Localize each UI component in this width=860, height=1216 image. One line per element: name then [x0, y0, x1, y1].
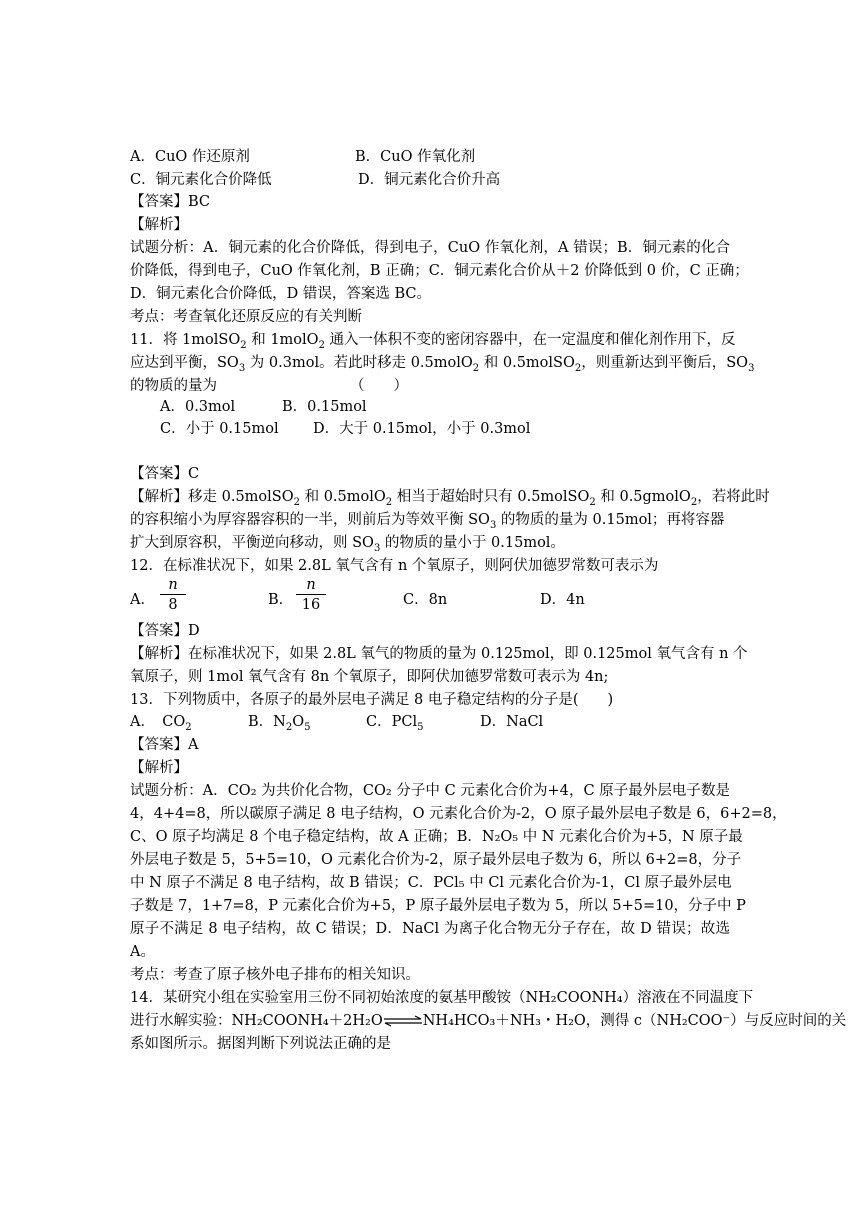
q12-analysis-line: 【解析】在标准状况下，如果 2.8L 氧气的物质的量为 0.125mol，即 0.125mol 氧气含有 n 个: [130, 646, 748, 662]
q13-stem: 13．下列物质中，各原子的最外层电子满足 8 电子稳定结构的分子是( ): [130, 692, 614, 708]
fraction-denominator: 8: [168, 597, 178, 613]
q12-option-a-label: A．: [130, 592, 155, 608]
q13-option-b: B．$N_2O_5$: [248, 714, 311, 733]
q10-analysis-line: D．铜元素化合价降低，D 错误，答案选 BC。: [130, 286, 431, 302]
q12-answer: 【答案】D: [130, 623, 200, 639]
q11-analysis-line1: 【解析】移走 0.5molSO$_2$ 和 0.5molO$_2$ 相当于超始时只有 0.5molSO$_2$ 和 0.5gmolO$_2$，若将此时: [130, 489, 770, 508]
q13-analysis-line: C、O 原子均满足 8 个电子稳定结构，故 A 正确；B．N₂O₅ 中 N 元素化合价为+5，N 原子最: [130, 829, 743, 845]
q12-option-b-label: B．: [268, 592, 294, 608]
q13-analysis-line: A。: [130, 944, 155, 960]
q10-analysis-head: 【解析】: [130, 217, 188, 233]
q10-option-d: D．铜元素化合价升高: [358, 172, 501, 188]
q12-analysis-line: 氧原子，则 1mol 氧气含有 8n 个氧原子，即阿伏加德罗常数可表示为 4n;: [130, 669, 609, 685]
q13-analysis-line: 原子不满足 8 电子结构，故 C 错误；D．NaCl 为离子化合物无分子存在，故 D 错误；故选: [130, 921, 730, 937]
q13-analysis-line: 试题分析：A．CO₂ 为共价化合物，CO₂ 分子中 C 元素化合价为+4，C 原子最外层电子数是: [130, 783, 730, 799]
q10-kaodian: 考点：考查氧化还原反应的有关判断: [130, 309, 362, 325]
q13-analysis-line: 外层电子数是 5，5+5=10，O 元素化合价为-2，原子最外层电子数为 6，所以 6+2=8，分子: [130, 852, 742, 868]
q11-analysis-line3: 扩大到原容积，平衡逆向移动，则 $SO_3$ 的物质的量小于 0.15mol。: [130, 535, 565, 554]
q12-option-c: C．8n: [403, 592, 448, 608]
q13-answer: 【答案】A: [130, 737, 199, 753]
q13-option-d: D．NaCl: [480, 714, 544, 730]
fraction-denominator: 16: [301, 597, 321, 613]
q13-option-a: A． $CO_2$: [130, 714, 192, 733]
q10-option-a: A．CuO 作还原剂: [130, 149, 250, 165]
q14-stem-line3: 系如图所示。据图判断下列说法正确的是: [130, 1036, 391, 1052]
q10-analysis-line: 试题分析：A．铜元素的化合价降低，得到电子，CuO 作氧化剂，A 错误；B．铜元素的化合: [130, 240, 730, 256]
q11-stem-line3: 的物质的量为: [130, 378, 217, 394]
q12-option-b-fraction: [296, 576, 326, 615]
q12-stem: 12．在标准状况下，如果 2.8L 氧气含有 n 个氧原子，则阿伏加德罗常数可表示为: [130, 558, 659, 574]
q14-stem-line2: 进行水解实验：NH₂COONH₄＋2H₂O NH₄HCO₃＋NH₃・H₂O，测得 c（NH₂COO⁻）与反应时间的关: [130, 1013, 847, 1029]
q10-answer: 【答案】BC: [130, 194, 211, 210]
q11-analysis-line2: 的容积缩小为厚容器容积的一半，则前后为等效平衡 $SO_3$ 的物质的量为 0.15mol；再将容器: [130, 512, 725, 531]
q13-analysis-head: 【解析】: [130, 760, 188, 776]
q11-option-b: B．0.15mol: [282, 399, 367, 415]
fraction-numerator: n: [168, 577, 178, 593]
q11-option-d: D．大于 0.15mol，小于 0.3mol: [313, 421, 531, 437]
q12-option-d: D．4n: [540, 592, 585, 608]
q10-option-b: B．CuO 作氧化剂: [355, 149, 476, 165]
q10-option-c: C．铜元素化合价降低: [130, 172, 272, 188]
q11-stem-line1: 11．将 1molSO$_2$ 和 1molO$_2$ 通入一体积不变的密闭容器中，在一定温度和催化剂作用下，反: [130, 332, 736, 351]
q11-stem-line2: 应达到平衡，$SO_3$ 为 0.3mol。若此时移走 0.5molO$_2$ 和 0.5molSO$_2$，则重新达到平衡后，$SO_3$: [130, 355, 755, 374]
q11-option-c: C．小于 0.15mol: [160, 421, 279, 437]
equilibrium-arrow-icon: [383, 1015, 423, 1027]
q13-analysis-line: 子数是 7，1+7=8，P 元素化合价为+5，P 原子最外层电子数为 5，所以 5+5=10，分子中 P: [130, 898, 746, 914]
q13-analysis-line: 中 N 原子不满足 8 电子结构，故 B 错误；C．PCl₅ 中 Cl 元素化合价为-1，Cl 原子最外层电: [130, 875, 732, 891]
q11-answer: 【答案】C: [130, 466, 200, 482]
q12-option-a-fraction: [160, 576, 186, 615]
q13-analysis-line: 4，4+4=8，所以碳原子满足 8 电子结构，O 元素化合价为-2，O 原子最外层电子数是 6，6+2=8，: [130, 806, 787, 822]
fraction-numerator: n: [306, 577, 316, 593]
q10-analysis-line: 价降低，得到电子，CuO 作氧化剂，B 正确；C．铜元素化合价从＋2 价降低到 0 价，C 正确；: [130, 263, 749, 279]
q11-option-a: A．0.3mol: [160, 399, 236, 415]
q13-option-c: C．PCl$_5$: [366, 714, 424, 733]
q11-answer-bracket: （ ）: [350, 378, 408, 394]
q13-kaodian: 考点：考查了原子核外电子排布的相关知识。: [130, 967, 420, 983]
q14-stem-line1: 14．某研究小组在实验室用三份不同初始浓度的氨基甲酸铵（NH₂COONH₄）溶液在不同温度下: [130, 990, 754, 1006]
